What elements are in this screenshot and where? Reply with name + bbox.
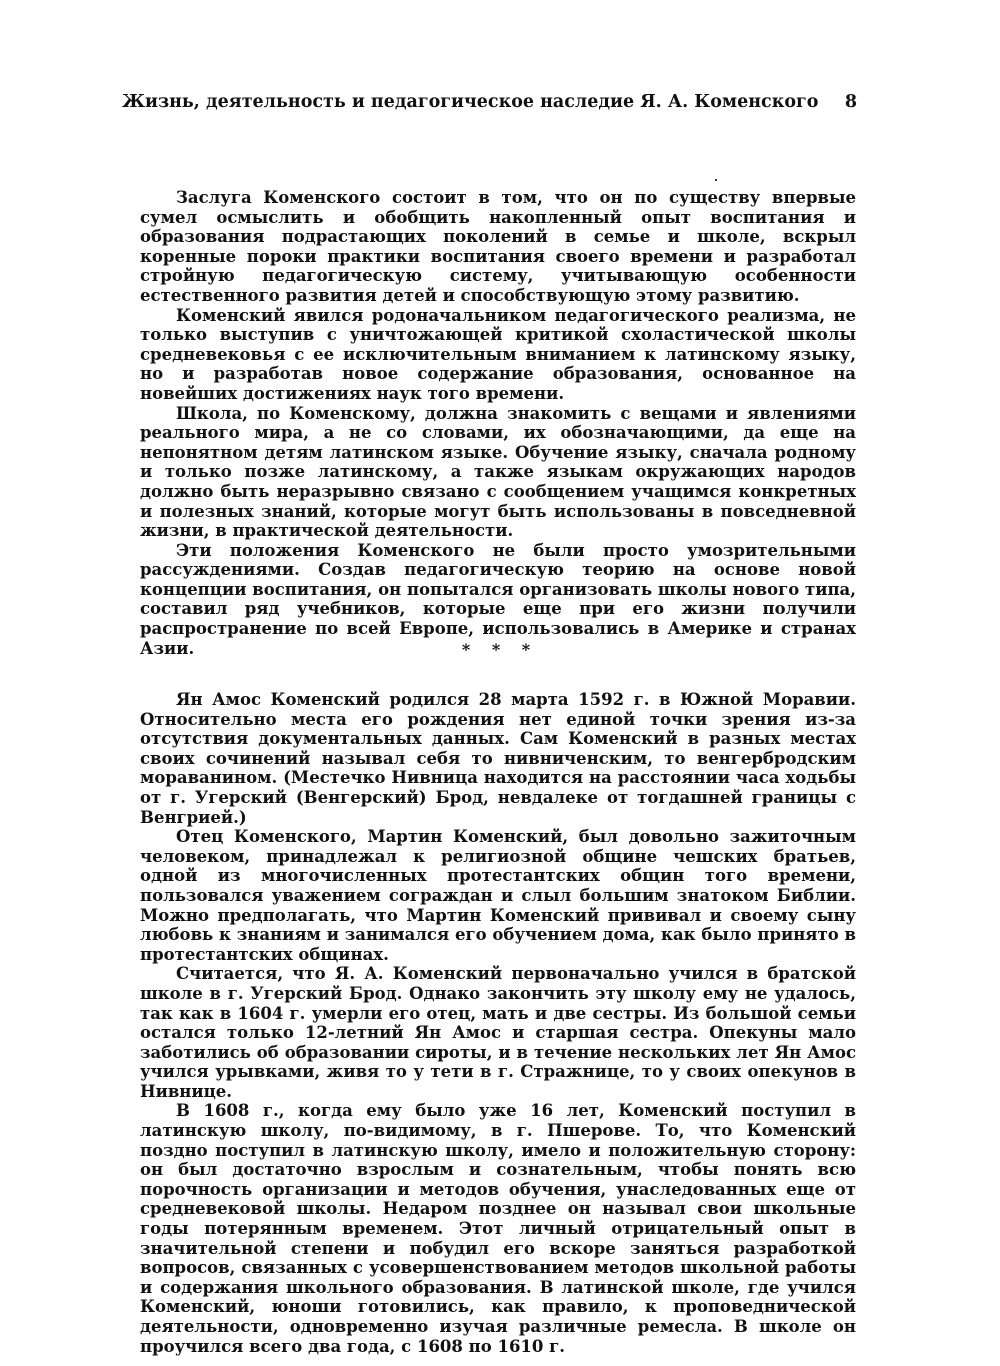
paragraph: Заслуга Коменского состоит в том, что он по существу впервые сумел осмыслить и обобщить накопленный опыт воспитания и образования подрастающих поколений в семье и школе, вскрыл коренные пороки практики воспитания своего времени и разработал стройную педагогическую систему, учитывающую особенности естественного развития детей и способствующую этому развитию. xyxy=(140,188,856,305)
running-header xyxy=(122,92,857,118)
paragraph: В 1608 г., когда ему было уже 16 лет, Коменский поступил в латинскую школу, по-видимому, в г. Пшерове. То, что Коменский поздно поступил в латинскую школу, имело и положительную сторону: он был достаточно взрослым и сознательным, чтобы понять всю порочность организации и методов обучения, унаследованных еще от средневековой школы. Недаром позднее он называл свои школьные годы потерянным временем. Этот личный отрицательный опыт в значительной степени и побудил его вскоре заняться разработкой вопросов, связанных с усовершенствованием методов школьной работы и содержания школьного образования. В латинской школе, где учился Коменский, юноши готовились, как правило, к проповеднической деятельности, одновременно изучая различные ремесла. В школе он проучился всего два года, с 1608 по 1610 г. xyxy=(140,1101,856,1356)
paragraph: Отец Коменского, Мартин Коменский, был довольно зажиточным человеком, принадлежал к религиозной общине чешских братьев, одной из многочисленных протестантских общин того времени, пользовался уважением сограждан и слыл большим знатоком Библии. Можно предполагать, что Мартин Коменский прививал и своему сыну любовь к знаниям и занимался его обучением дома, как было принято в протестантских общинах. xyxy=(140,827,856,964)
running-header-title: Жизнь, деятельность и педагогическое наследие Я. А. Коменского xyxy=(122,92,819,112)
text-section-2 xyxy=(140,690,856,1356)
paragraph: Ян Амос Коменский родился 28 марта 1592 г. в Южной Моравии. Относительно места его рождения нет единой точки зрения из-за отсутствия документальных данных. Сам Коменский в разных местах своих сочинений называл себя то нивниченским, то венгербродским мораванином. (Местечко Нивница находится на расстоянии часа ходьбы от г. Угерский (Венгерский) Брод, невдалеке от тогдашней границы с Венгрией.) xyxy=(140,690,856,827)
paragraph: Школа, по Коменскому, должна знакомить с вещами и явлениями реального мира, а не со словами, их обозначающими, да еще на непонятном детям латинском языке. Обучение языку, сначала родному и только позже латинскому, а также языкам окружающих народов должно быть неразрывно связано с сообщением учащимся конкретных и полезных знаний, которые могут быть использованы в повседневной жизни, в практической деятельности. xyxy=(140,403,856,541)
print-speck xyxy=(715,179,717,181)
paragraph: Эти положения Коменского не были просто умозрительными рассуждениями. Создав педагогическую теорию на основе новой концепции воспитания, он попытался организовать школы нового типа, составил ряд учебников, которые еще при его жизни получили распространение по всей Европе, использовались в Америке и странах Азии. xyxy=(140,540,856,658)
section-separator: * * * xyxy=(461,640,539,659)
paragraph: Считается, что Я. А. Коменский первоначально учился в братской школе в г. Угерский Брод. Однако закончить эту школу ему не удалось, так как в 1604 г. умерли его отец, мать и две сестры. Из большой семьи остался только 12-летний Ян Амос и старшая сестра. Опекуны мало заботились об образовании сироты, и в течение нескольких лет Ян Амос учился урывками, живя то у тети в г. Стражнице, то у своих опекунов в Нивнице. xyxy=(140,964,856,1101)
text-section-1 xyxy=(140,188,856,658)
paragraph: Коменский явился родоначальником педагогического реализма, не только выступив с уничтожающей критикой схоластической школы средневековья с ее исключительным вниманием к латинскому языку, но и разработав новое содержание образования, основанное на новейших достижениях наук того времени. xyxy=(140,305,856,403)
page-number: 8 xyxy=(844,92,857,112)
